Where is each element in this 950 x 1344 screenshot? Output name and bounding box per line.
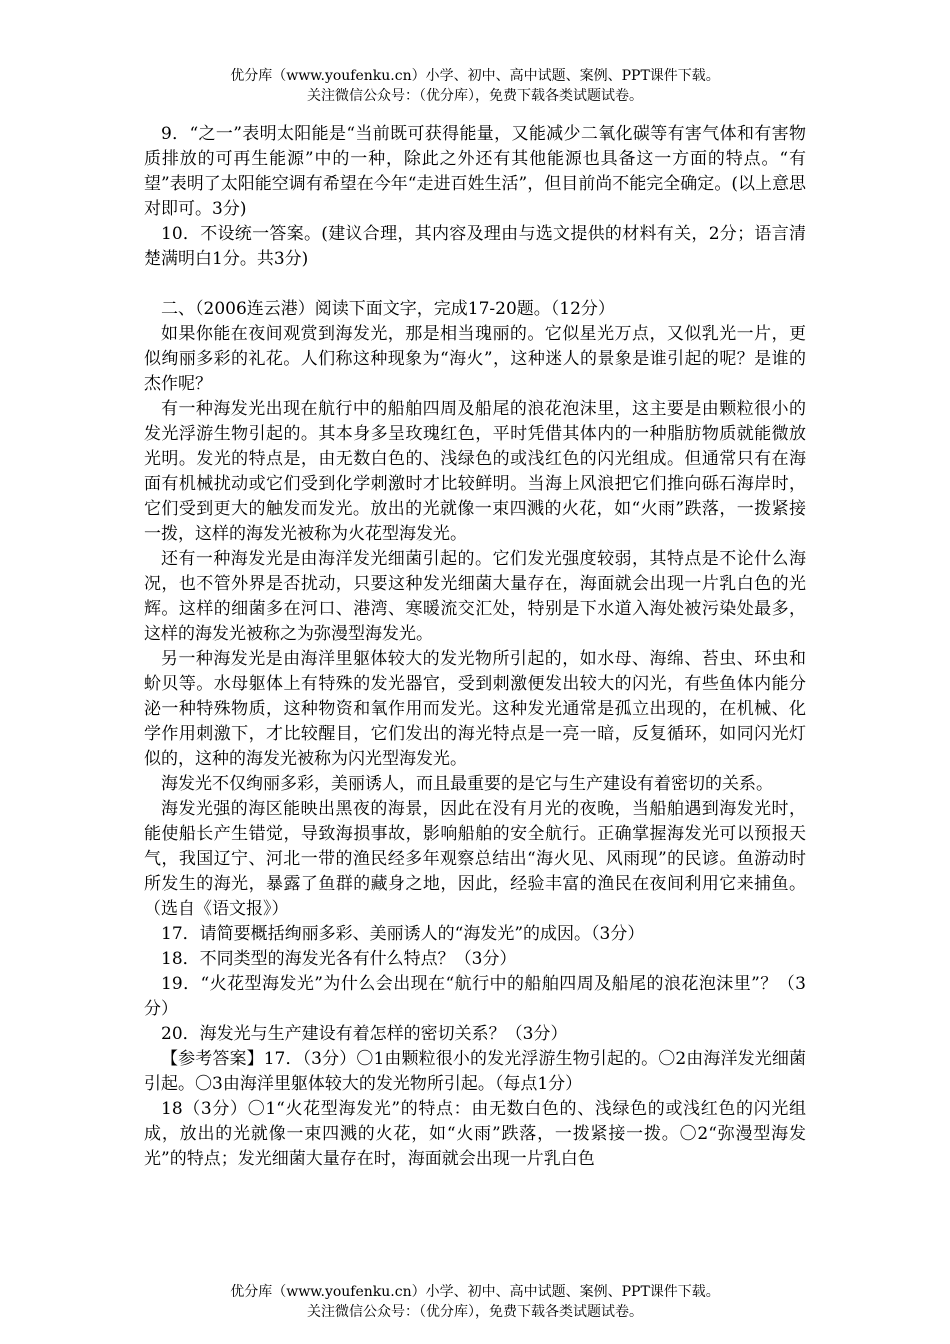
passage-paragraph: 还有一种海发光是由海洋发光细菌引起的。它们发光强度较弱，其特点是不论什么海况，也不管外界是否扰动，只要这种发光细菌大量存在，海面就会出现一片乳白色的光辉。这样的细菌多在河口、港湾、寒暖流交汇处，特别是下水道入海处被污染处最多，这样的海发光被称之为弥漫型海发光。: [144, 549, 806, 644]
passage-paragraph: 海发光强的海区能映出黑夜的海景，因此在没有月光的夜晚，当船舶遇到海发光时，能使船长产生错觉，导致海损事故，影响船舶的安全航行。正确掌握海发光可以预报天气，我国辽宁、河北一带的渔民经多年观察总结出“海火见、风雨现”的民谚。鱼游动时所发生的海光，暴露了鱼群的藏身之地，因此，经验丰富的渔民在夜间利用它来捕鱼。（选自《语文报》）: [144, 799, 806, 919]
question-20: 20．海发光与生产建设有着怎样的密切关系？（3分）: [161, 1024, 568, 1044]
question-17: 17．请简要概括绚丽多彩、美丽诱人的“海发光”的成因。（3分）: [161, 924, 645, 944]
header-line-2: 关注微信公众号：（优分库），免费下载各类试题试卷。: [307, 88, 643, 104]
answer-17: 【参考答案】17．（3分）〇1由颗粒很小的发光浮游生物引起的。〇2由海洋发光细菌引起。〇3由海洋里躯体较大的发光物所引起。（每点1分）: [144, 1049, 806, 1094]
question-18: 18．不同类型的海发光各有什么特点？（3分）: [161, 949, 517, 969]
footer-line-1: 优分库（www.youfenku.cn）小学、初中、高中试题、案例、PPT课件下载。: [230, 1284, 720, 1300]
question-19: 19．“火花型海发光”为什么会出现在“航行中的船舶四周及船尾的浪花泡沫里”？（3分）: [144, 974, 806, 1019]
page-footer: [0, 1282, 950, 1322]
header-line-1: 优分库（www.youfenku.cn）小学、初中、高中试题、案例、PPT课件下载。: [230, 68, 720, 84]
passage-paragraph: 另一种海发光是由海洋里躯体较大的发光物所引起的，如水母、海绵、苔虫、环虫和蚧贝等。水母躯体上有特殊的发光器官，受到刺激便发出较大的闪光，有些鱼体内能分泌一种特殊物质，这种物资和氧作用而发光。这种发光通常是孤立出现的，在机械、化学作用刺激下，才比较醒目，它们发出的海光特点是一亮一暗，反复循环，如同闪光灯似的，这种的海发光被称为闪光型海发光。: [144, 649, 806, 769]
answer-9: 9．“之一”表明太阳能是“当前既可获得能量，又能减少二氧化碳等有害气体和有害物质排放的可再生能源”中的一种，除此之外还有其他能源也具备这一方面的特点。“有望”表明了太阳能空调有希望在今年“走进百姓生活”，但目前尚不能完全确定。(以上意思对即可。3分): [144, 124, 806, 219]
passage-paragraph: 如果你能在夜间观赏到海发光，那是相当瑰丽的。它似星光万点，又似乳光一片，更似绚丽多彩的礼花。人们称这种现象为“海火”，这种迷人的景象是谁引起的呢？是谁的杰作呢？: [144, 324, 806, 394]
answer-18: 18（3分）〇1“火花型海发光”的特点：由无数白色的、浅绿色的或浅红色的闪光组成，放出的光就像一束四溅的火花，如“火雨”跌落，一拨紧接一拨。〇2“弥漫型海发光”的特点；发光细菌大量存在时，海面就会出现一片乳白色: [144, 1099, 806, 1169]
section-title: 二、（2006连云港）阅读下面文字，完成17-20题。（12分）: [161, 299, 615, 319]
page-header: [0, 66, 950, 106]
passage-paragraph: 海发光不仅绚丽多彩，美丽诱人，而且最重要的是它与生产建设有着密切的关系。: [161, 774, 773, 794]
footer-line-2: 关注微信公众号：（优分库），免费下载各类试题试卷。: [307, 1304, 643, 1320]
passage-paragraph: 有一种海发光出现在航行中的船舶四周及船尾的浪花泡沫里，这主要是由颗粒很小的发光浮游生物引起的。其本身多呈玫瑰红色，平时凭借其体内的一种脂肪物质就能微放光明。发光的特点是，由无数白色的、浅绿色的或浅红色的闪光组成。但通常只有在海面有机械扰动或它们受到化学刺激时才比较鲜明。当海上风浪把它们推向砾石海岸时，它们受到更大的触发而发光。放出的光就像一束四溅的火花，如“火雨”跌落，一拨紧接一拨，这样的海发光被称为火花型海发光。: [144, 399, 806, 544]
answer-10: 10．不设统一答案。(建议合理，其内容及理由与选文提供的材料有关，2分；语言清楚满明白1分。共3分): [144, 224, 806, 269]
document-body: [144, 122, 806, 1172]
